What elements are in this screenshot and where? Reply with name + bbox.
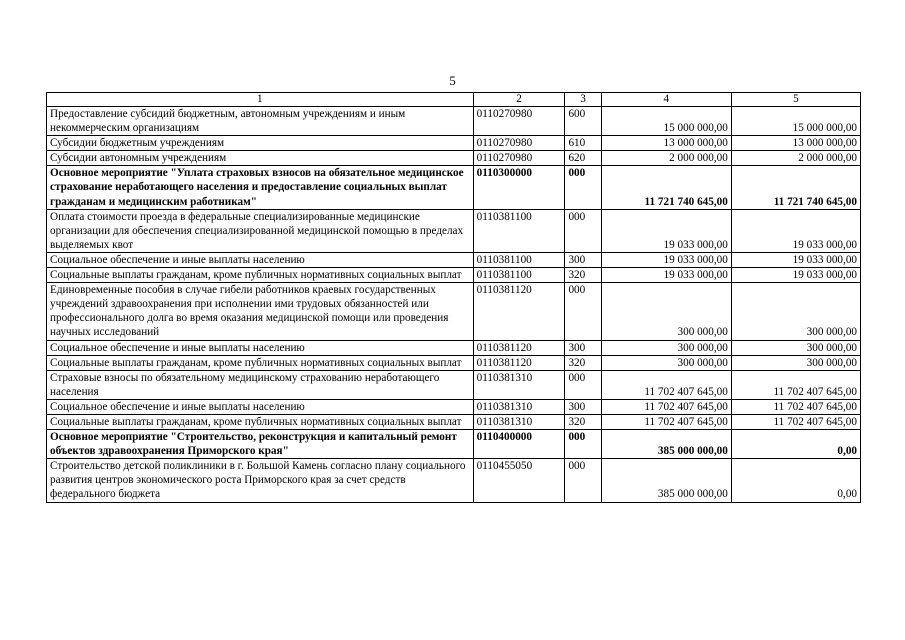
row-name-cell: Субсидии бюджетным учреждениям (47, 136, 474, 151)
row-name-cell: Субсидии автономным учреждениям (47, 151, 474, 166)
page-number: 5 (449, 73, 456, 88)
table-row (47, 430, 861, 459)
table-row (47, 268, 861, 283)
row-type-cell: 320 (565, 268, 601, 283)
table-row (47, 151, 861, 166)
row-value-col5-cell: 13 000 000,00 (731, 136, 860, 151)
row-code-cell: 0110381100 (473, 268, 565, 283)
row-name-cell: Предоставление субсидий бюджетным, автономным учреждениям и иным некоммерческим организациям (47, 107, 474, 136)
row-code-cell: 0110381310 (473, 370, 565, 399)
table-row (47, 355, 861, 370)
row-value-col5-cell: 0,00 (731, 430, 860, 459)
row-value-col5-cell: 0,00 (731, 459, 860, 502)
header-col-5: 5 (731, 93, 860, 107)
budget-table (46, 92, 861, 503)
row-name-cell: Единовременные пособия в случае гибели работников краевых государственных учреждений здравоохранения при исполнении ими трудовых обязанностей или профессионального долга во время оказания медицинской помощи или проведения научных исследований (47, 283, 474, 340)
row-name-cell: Социальное обеспечение и иные выплаты населению (47, 340, 474, 355)
row-value-col4-cell: 11 702 407 645,00 (601, 414, 731, 429)
table-header-row (47, 93, 861, 107)
row-value-col5-cell: 11 702 407 645,00 (731, 399, 860, 414)
row-type-cell: 000 (565, 166, 601, 209)
row-code-cell: 0110381120 (473, 340, 565, 355)
header-col-2: 2 (473, 93, 565, 107)
row-code-cell: 0110300000 (473, 166, 565, 209)
row-code-cell: 0110381100 (473, 252, 565, 267)
table-row (47, 136, 861, 151)
table-row (47, 399, 861, 414)
row-value-col5-cell: 300 000,00 (731, 340, 860, 355)
table-row (47, 370, 861, 399)
row-value-col4-cell: 300 000,00 (601, 340, 731, 355)
row-value-col5-cell: 300 000,00 (731, 355, 860, 370)
row-type-cell: 300 (565, 252, 601, 267)
row-code-cell: 0110270980 (473, 107, 565, 136)
table-row (47, 340, 861, 355)
row-type-cell: 000 (565, 459, 601, 502)
row-type-cell: 000 (565, 430, 601, 459)
row-code-cell: 0110381310 (473, 414, 565, 429)
row-code-cell: 0110270980 (473, 151, 565, 166)
row-value-col5-cell: 15 000 000,00 (731, 107, 860, 136)
row-value-col4-cell: 2 000 000,00 (601, 151, 731, 166)
row-value-col4-cell: 13 000 000,00 (601, 136, 731, 151)
row-type-cell: 000 (565, 283, 601, 340)
row-code-cell: 0110381120 (473, 283, 565, 340)
row-type-cell: 610 (565, 136, 601, 151)
table-row (47, 166, 861, 209)
row-value-col4-cell: 385 000 000,00 (601, 459, 731, 502)
row-value-col4-cell: 19 033 000,00 (601, 209, 731, 252)
table-row (47, 252, 861, 267)
header-col-4: 4 (601, 93, 731, 107)
row-type-cell: 620 (565, 151, 601, 166)
row-value-col4-cell: 19 033 000,00 (601, 268, 731, 283)
row-name-cell: Основное мероприятие "Уплата страховых взносов на обязательное медицинское страхование неработающего населения и предоставление социальных выплат гражданам и медицинским работникам" (47, 166, 474, 209)
row-name-cell: Социальное обеспечение и иные выплаты населению (47, 252, 474, 267)
table-row (47, 459, 861, 502)
row-value-col5-cell: 11 702 407 645,00 (731, 414, 860, 429)
row-value-col5-cell: 300 000,00 (731, 283, 860, 340)
row-value-col5-cell: 2 000 000,00 (731, 151, 860, 166)
row-name-cell: Основное мероприятие "Строительство, реконструкция и капитальный ремонт объектов здравоохранения Приморского края" (47, 430, 474, 459)
row-name-cell: Строительство детской поликлиники в г. Большой Камень согласно плану социального развития центров экономического роста Приморского края за счет средств федерального бюджета (47, 459, 474, 502)
row-value-col4-cell: 11 702 407 645,00 (601, 370, 731, 399)
row-type-cell: 300 (565, 399, 601, 414)
row-value-col5-cell: 11 721 740 645,00 (731, 166, 860, 209)
table-row (47, 414, 861, 429)
table-row (47, 209, 861, 252)
row-value-col4-cell: 15 000 000,00 (601, 107, 731, 136)
row-type-cell: 000 (565, 370, 601, 399)
row-name-cell: Социальные выплаты гражданам, кроме публичных нормативных социальных выплат (47, 414, 474, 429)
row-value-col4-cell: 11 702 407 645,00 (601, 399, 731, 414)
row-value-col5-cell: 11 702 407 645,00 (731, 370, 860, 399)
row-value-col4-cell: 300 000,00 (601, 283, 731, 340)
header-col-3: 3 (565, 93, 601, 107)
header-col-1: 1 (47, 93, 474, 107)
row-name-cell: Социальное обеспечение и иные выплаты населению (47, 399, 474, 414)
row-type-cell: 000 (565, 209, 601, 252)
row-code-cell: 0110455050 (473, 459, 565, 502)
row-name-cell: Страховые взносы по обязательному медицинскому страхованию неработающего населения (47, 370, 474, 399)
table-row (47, 107, 861, 136)
row-type-cell: 300 (565, 340, 601, 355)
row-value-col4-cell: 385 000 000,00 (601, 430, 731, 459)
row-name-cell: Оплата стоимости проезда в федеральные специализированные медицинские организации для обеспечения специализированной медицинской помощью в пределах выделяемых квот (47, 209, 474, 252)
row-name-cell: Социальные выплаты гражданам, кроме публичных нормативных социальных выплат (47, 268, 474, 283)
row-code-cell: 0110381100 (473, 209, 565, 252)
row-code-cell: 0110400000 (473, 430, 565, 459)
row-code-cell: 0110381310 (473, 399, 565, 414)
row-code-cell: 0110381120 (473, 355, 565, 370)
row-name-cell: Социальные выплаты гражданам, кроме публичных нормативных социальных выплат (47, 355, 474, 370)
row-value-col4-cell: 19 033 000,00 (601, 252, 731, 267)
table-row (47, 283, 861, 340)
row-value-col5-cell: 19 033 000,00 (731, 252, 860, 267)
row-value-col4-cell: 11 721 740 645,00 (601, 166, 731, 209)
row-code-cell: 0110270980 (473, 136, 565, 151)
row-type-cell: 600 (565, 107, 601, 136)
row-type-cell: 320 (565, 414, 601, 429)
row-value-col5-cell: 19 033 000,00 (731, 209, 860, 252)
row-type-cell: 320 (565, 355, 601, 370)
row-value-col4-cell: 300 000,00 (601, 355, 731, 370)
row-value-col5-cell: 19 033 000,00 (731, 268, 860, 283)
